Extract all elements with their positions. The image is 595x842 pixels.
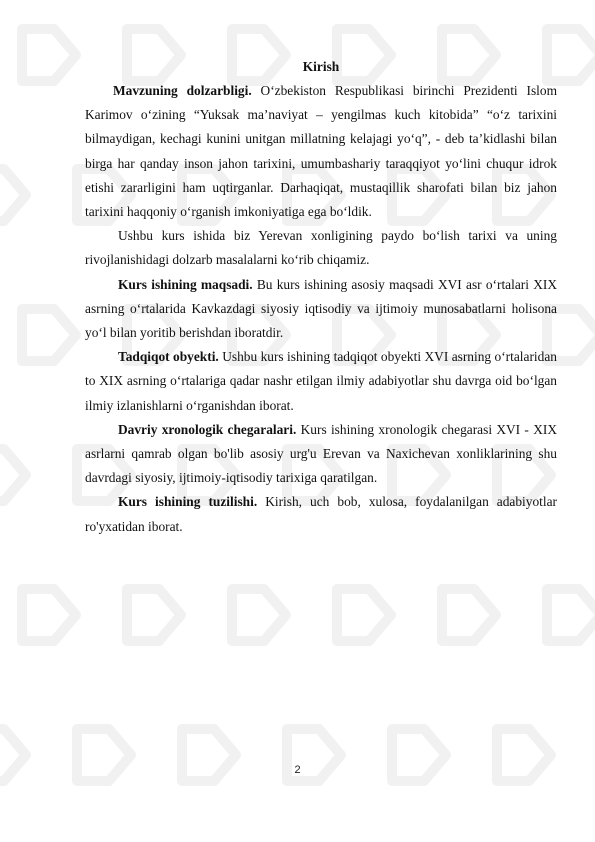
paragraph-goal [85, 273, 557, 346]
paragraph-text: Ushbu kurs ishining tadqiqot obyekti XVI asrning o‘rtalaridan to XIX asrning o‘rtalariga qadar nashr etilgan ilmiy adabiyotlar shu davrga oid bo‘lgan ilmiy izlanishlarni o‘rganishdan iborat. [85, 349, 557, 413]
page-title: Kirish [302, 59, 340, 74]
paragraph-object [85, 345, 557, 418]
paragraph-structure [85, 490, 557, 538]
paragraph-relevance [85, 79, 557, 224]
watermark-glyph [22, 589, 76, 641]
paragraph-text: Kirish, uch bob, xulosa, foydalanilgan adabiyotlar ro'yxatidan iborat. [85, 494, 558, 534]
watermark-glyph [547, 589, 595, 641]
paragraph-lead: Tadqiqot obyekti. [118, 349, 219, 365]
document-body [85, 55, 557, 539]
paragraph-text: Ushbu kurs ishida biz Yerevan xonligining paydo bo‘lish tarixi va uning rivojlanishidagi dolzarb masalalarni ko‘rib chiqamiz. [85, 228, 557, 268]
watermark-glyph [127, 589, 181, 641]
paragraph-lead: Davriy xronologik chegaralari. [118, 421, 297, 437]
paragraph-text: Kurs ishining xronologik chegarasi XVI - XIX asrlarni qamrab olgan bo'lib asosiy urg'u Erevan va Naxichevan xonliklarining shu davrdagi siyosiy, ijtimoiy-iqtisodiy tarixiga qaratilgan. [85, 421, 557, 486]
paragraph-lead: Kurs ishining maqsadi. [118, 276, 253, 292]
paragraph-chronology [85, 418, 557, 491]
watermark-glyph [232, 589, 286, 641]
watermark-glyph [22, 29, 76, 81]
paragraph-text: Bu kurs ishining asosiy maqsadi XVI asr o‘rtalari XIX asrning o‘rtalarida Kavkazdagi siyosiy iqtisodiy va ijtimoiy munosabatlarni holisona yo‘l bilan yoritib berishdan iboratdir. [85, 276, 558, 341]
paragraph-lead: Mavzuning dolzarbligi. [113, 83, 252, 98]
paragraph-lead: Kurs ishining tuzilishi. [118, 494, 258, 510]
watermark-glyph [0, 449, 26, 501]
paragraph-intro [85, 224, 557, 272]
watermark-glyph [22, 309, 76, 361]
page-number: 2 [294, 764, 301, 776]
watermark-glyph [337, 589, 391, 641]
watermark-glyph [442, 589, 496, 641]
paragraph-text: O‘zbekiston Respublikasi birinchi Prezidenti Islom Karimov o‘zining “Yuksak ma’naviyat – yengilmas kuch kitobida” “o‘z tarixini bilmaydigan, kechagi kunini unitgan millatning kelajagi yo‘q”, - deb ta’kidlashi bilan birga har qanday inson jahon tarixini, umumbashariy taraqqiyot yo‘lini chuqur idrok etishi zararligini ham uqtirganlar. Darhaqiqat, mustaqillik sharofati bilan biz jahon tarixini haqqoniy o‘rganish imkoniyatiga ega bo‘ldik. [85, 83, 557, 220]
watermark-glyph [0, 169, 26, 221]
